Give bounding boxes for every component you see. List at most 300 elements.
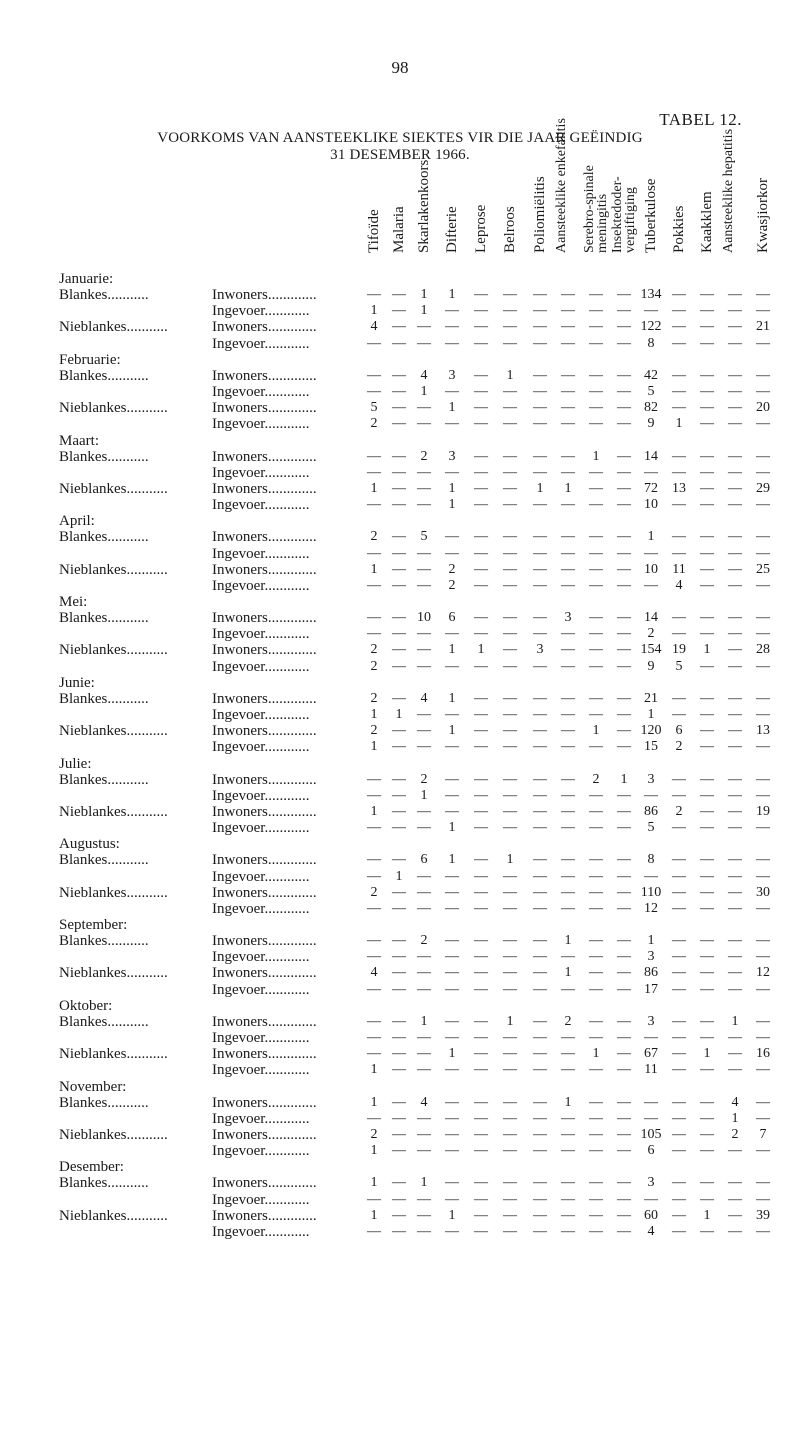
group-label: Nieblankes........... xyxy=(59,400,168,417)
table-cell: — xyxy=(503,497,517,513)
table-cell: — xyxy=(617,868,631,884)
table-cell: — xyxy=(561,803,575,819)
table-cell: 1 xyxy=(592,448,600,464)
table-cell: 2 xyxy=(675,739,683,755)
table-cell: — xyxy=(417,949,431,965)
column-header-label: Malaria xyxy=(391,206,407,253)
table-cell: — xyxy=(533,949,547,965)
table-cell: — xyxy=(561,400,575,416)
table-cell: — xyxy=(617,1030,631,1046)
table-cell: — xyxy=(756,981,770,997)
table-cell: — xyxy=(392,303,406,319)
table-cell: — xyxy=(728,1223,742,1239)
table-cell: — xyxy=(700,545,714,561)
table-cell: — xyxy=(756,1062,770,1078)
table-cell: — xyxy=(533,965,547,981)
table-cell: 2 xyxy=(370,658,378,674)
table-cell: — xyxy=(700,933,714,949)
table-cell: — xyxy=(589,1207,603,1223)
table-cell: — xyxy=(367,448,381,464)
table-cell: 9 xyxy=(647,416,655,432)
table-cell: — xyxy=(728,626,742,642)
table-cell: 1 xyxy=(448,287,456,303)
table-cell: 1 xyxy=(675,416,683,432)
table-cell: — xyxy=(561,658,575,674)
table-cell: — xyxy=(756,1191,770,1207)
table-cell: — xyxy=(672,707,686,723)
table-cell: — xyxy=(756,287,770,303)
table-cell: 5 xyxy=(420,529,428,545)
table-cell: — xyxy=(589,529,603,545)
table-cell: — xyxy=(561,1126,575,1142)
table-cell: — xyxy=(617,1013,631,1029)
table-cell: — xyxy=(728,610,742,626)
table-cell: — xyxy=(533,416,547,432)
table-cell: — xyxy=(700,480,714,496)
group-label: Blankes........... xyxy=(59,1013,149,1030)
table-cell: 2 xyxy=(370,1126,378,1142)
month-label: Julie: xyxy=(59,755,92,772)
table-cell: — xyxy=(589,1126,603,1142)
table-cell: — xyxy=(700,1143,714,1159)
table-cell: — xyxy=(561,367,575,383)
table-cell: 2 xyxy=(370,723,378,739)
table-cell: 1 xyxy=(370,739,378,755)
month-label: Januarie: xyxy=(59,271,114,287)
table-cell: 6 xyxy=(675,723,683,739)
table-cell: — xyxy=(756,626,770,642)
table-cell: 105 xyxy=(640,1126,662,1142)
table-cell: — xyxy=(700,1175,714,1191)
table-cell: 2 xyxy=(420,771,428,787)
page-number: 98 xyxy=(391,58,409,77)
table-cell: 2 xyxy=(731,1126,739,1142)
table-cell: — xyxy=(503,771,517,787)
table-cell: 28 xyxy=(756,642,770,658)
table-cell: — xyxy=(617,1175,631,1191)
table-cell: — xyxy=(617,1062,631,1078)
table-cell: — xyxy=(728,480,742,496)
table-cell: — xyxy=(561,723,575,739)
table-cell: — xyxy=(728,900,742,916)
table-cell: — xyxy=(503,1110,517,1126)
table-cell: — xyxy=(445,1223,459,1239)
table-cell: — xyxy=(392,287,406,303)
table-cell: — xyxy=(367,771,381,787)
table-cell: 2 xyxy=(647,626,655,642)
table-cell: — xyxy=(445,1143,459,1159)
table-cell: 1 xyxy=(420,384,428,400)
table-cell: — xyxy=(503,981,517,997)
table-cell: — xyxy=(561,900,575,916)
table-cell: — xyxy=(700,1110,714,1126)
row-type-label: Ingevoer............ xyxy=(212,626,310,643)
table-cell: — xyxy=(617,1191,631,1207)
group-label: Nieblankes........... xyxy=(59,642,168,659)
row-type-label: Inwoners............. xyxy=(212,1013,317,1030)
table-cell: — xyxy=(533,933,547,949)
table-cell: 4 xyxy=(647,1223,655,1239)
table-cell: — xyxy=(672,820,686,836)
table-cell: — xyxy=(417,416,431,432)
table-cell: 2 xyxy=(370,416,378,432)
table-cell: — xyxy=(728,561,742,577)
table-cell: — xyxy=(561,287,575,303)
row-type-label: Inwoners............. xyxy=(212,852,317,869)
column-header-10 xyxy=(643,178,659,254)
table-cell: — xyxy=(474,497,488,513)
table-cell: 1 xyxy=(448,1207,456,1223)
table-cell: 2 xyxy=(420,933,428,949)
table-cell: — xyxy=(700,1191,714,1207)
table-cell: — xyxy=(672,949,686,965)
table-cell: — xyxy=(617,545,631,561)
group-label: Blankes........... xyxy=(59,1094,149,1111)
month-label: Maart: xyxy=(59,432,99,449)
table-cell: — xyxy=(474,1207,488,1223)
table-cell: — xyxy=(533,561,547,577)
table-cell: — xyxy=(728,287,742,303)
table-cell: 122 xyxy=(640,319,662,335)
table-cell: — xyxy=(474,1223,488,1239)
table-cell: 3 xyxy=(448,367,456,383)
table-cell: — xyxy=(756,416,770,432)
table-cell: — xyxy=(672,1223,686,1239)
table-cell: 21 xyxy=(644,690,658,706)
table-cell: — xyxy=(392,319,406,335)
table-cell: — xyxy=(617,965,631,981)
table-cell: — xyxy=(728,803,742,819)
table-cell: — xyxy=(756,367,770,383)
table-cell: — xyxy=(644,303,658,319)
table-cell: 1 xyxy=(370,1062,378,1078)
table-cell: — xyxy=(617,723,631,739)
table-cell: — xyxy=(417,1110,431,1126)
group-label: Nieblankes........... xyxy=(59,1046,168,1063)
table-cell: — xyxy=(756,335,770,351)
group-label: Blankes........... xyxy=(59,287,149,304)
row-type-label: Ingevoer............ xyxy=(212,577,310,594)
table-cell: — xyxy=(367,367,381,383)
table-cell: — xyxy=(700,561,714,577)
table-cell: — xyxy=(533,852,547,868)
table-cell: — xyxy=(503,1223,517,1239)
table-cell: — xyxy=(503,448,517,464)
table-cell: — xyxy=(474,319,488,335)
table-cell: — xyxy=(561,1175,575,1191)
table-cell: — xyxy=(503,577,517,593)
table-cell: 5 xyxy=(675,658,683,674)
table-cell: — xyxy=(503,965,517,981)
table-cell: 2 xyxy=(564,1013,572,1029)
table-cell: — xyxy=(417,1062,431,1078)
table-cell: 13 xyxy=(756,723,770,739)
table-cell: — xyxy=(728,384,742,400)
table-cell: — xyxy=(392,803,406,819)
column-header-label: Pokkies xyxy=(671,205,687,253)
table-cell: — xyxy=(700,1062,714,1078)
table-cell: — xyxy=(672,787,686,803)
table-cell: — xyxy=(533,739,547,755)
table-cell: — xyxy=(672,884,686,900)
column-header-14 xyxy=(755,178,771,254)
table-cell: — xyxy=(445,1126,459,1142)
table-cell: 15 xyxy=(644,739,658,755)
table-cell: 1 xyxy=(370,1175,378,1191)
table-cell: — xyxy=(474,803,488,819)
table-cell: — xyxy=(617,1046,631,1062)
table-cell: 2 xyxy=(448,577,456,593)
row-type-label: Ingevoer............ xyxy=(212,949,310,966)
table-cell: — xyxy=(367,287,381,303)
table-cell: — xyxy=(561,384,575,400)
table-cell: — xyxy=(700,416,714,432)
table-cell: 120 xyxy=(640,723,662,739)
table-cell: — xyxy=(367,933,381,949)
table-cell: — xyxy=(474,900,488,916)
table-cell: — xyxy=(561,1191,575,1207)
table-cell: — xyxy=(474,933,488,949)
table-cell: — xyxy=(533,1046,547,1062)
table-cell: — xyxy=(589,400,603,416)
table-cell: — xyxy=(617,626,631,642)
column-header-13 xyxy=(721,128,736,254)
table-cell: 7 xyxy=(759,1126,767,1142)
table-cell: — xyxy=(533,658,547,674)
table-cell: 39 xyxy=(756,1207,770,1223)
table-cell: — xyxy=(672,545,686,561)
table-cell: — xyxy=(589,577,603,593)
table-cell: — xyxy=(367,464,381,480)
table-cell: — xyxy=(392,448,406,464)
table-cell: — xyxy=(417,820,431,836)
table-cell: — xyxy=(700,900,714,916)
table-cell: — xyxy=(474,561,488,577)
table-cell: — xyxy=(617,561,631,577)
table-cell: — xyxy=(533,1094,547,1110)
row-type-label: Ingevoer............ xyxy=(212,658,310,675)
month-label: Desember: xyxy=(59,1159,124,1176)
table-cell: — xyxy=(503,949,517,965)
table-cell: — xyxy=(700,707,714,723)
column-header-label: Kaakklem xyxy=(699,191,715,253)
table-cell: — xyxy=(533,787,547,803)
column-header-4 xyxy=(473,204,489,254)
table-cell: — xyxy=(589,852,603,868)
group-label: Nieblankes........... xyxy=(59,803,168,820)
table-cell: — xyxy=(367,1223,381,1239)
table-cell: — xyxy=(445,1030,459,1046)
table-cell: 1 xyxy=(395,707,403,723)
table-cell: 20 xyxy=(756,400,770,416)
table-cell: — xyxy=(445,626,459,642)
table-cell: — xyxy=(672,1030,686,1046)
table-cell: — xyxy=(392,497,406,513)
table-cell: — xyxy=(617,884,631,900)
table-cell: — xyxy=(533,723,547,739)
table-cell: 1 xyxy=(420,303,428,319)
table-cell: — xyxy=(503,545,517,561)
row-type-label: Ingevoer............ xyxy=(212,787,310,804)
table-cell: 5 xyxy=(370,400,378,416)
table-cell: 134 xyxy=(640,287,662,303)
table-cell: — xyxy=(503,1175,517,1191)
table-cell: 11 xyxy=(672,561,686,577)
table-cell: 1 xyxy=(564,965,572,981)
row-type-label: Inwoners............. xyxy=(212,561,317,578)
column-header-label: Tuberkulose xyxy=(643,178,659,253)
table-cell: — xyxy=(445,319,459,335)
table-cell: — xyxy=(367,626,381,642)
table-cell: — xyxy=(672,1191,686,1207)
table-cell: — xyxy=(445,933,459,949)
row-type-label: Ingevoer............ xyxy=(212,416,310,433)
column-header-5 xyxy=(502,206,518,254)
table-cell: — xyxy=(445,949,459,965)
table-cell: — xyxy=(417,1207,431,1223)
table-cell: — xyxy=(417,1046,431,1062)
column-header-label: Poliomiëlitis xyxy=(532,176,548,253)
column-header-label: Leprose xyxy=(473,204,489,253)
table-cell: — xyxy=(700,400,714,416)
table-cell: 3 xyxy=(564,610,572,626)
table-cell: — xyxy=(533,820,547,836)
table-cell: 14 xyxy=(644,610,658,626)
table-cell: — xyxy=(756,1143,770,1159)
table-cell: — xyxy=(672,626,686,642)
table-cell: — xyxy=(445,900,459,916)
row-type-label: Inwoners............. xyxy=(212,1207,317,1224)
table-cell: — xyxy=(756,448,770,464)
table-cell: — xyxy=(728,933,742,949)
table-cell: — xyxy=(503,610,517,626)
table-cell: — xyxy=(392,545,406,561)
table-cell: — xyxy=(474,1175,488,1191)
table-cell: — xyxy=(644,1191,658,1207)
table-cell: — xyxy=(561,561,575,577)
month-label: Junie: xyxy=(59,674,95,691)
table-cell: — xyxy=(589,287,603,303)
table-cell: — xyxy=(589,1191,603,1207)
table-cell: — xyxy=(589,626,603,642)
table-cell: — xyxy=(589,739,603,755)
table-cell: — xyxy=(700,367,714,383)
group-label: Blankes........... xyxy=(59,529,149,546)
column-header-12 xyxy=(699,191,715,254)
row-type-label: Ingevoer............ xyxy=(212,739,310,756)
table-cell: 82 xyxy=(644,400,658,416)
table-cell: — xyxy=(617,384,631,400)
row-type-label: Inwoners............. xyxy=(212,884,317,901)
table-cell: — xyxy=(474,1126,488,1142)
table-cell: — xyxy=(672,1207,686,1223)
table-cell: — xyxy=(700,497,714,513)
table-cell: — xyxy=(756,464,770,480)
table-cell: — xyxy=(503,1143,517,1159)
table-cell: — xyxy=(392,416,406,432)
table-cell: 1 xyxy=(448,723,456,739)
table-cell: 5 xyxy=(647,820,655,836)
table-cell: — xyxy=(617,416,631,432)
table-cell: — xyxy=(617,367,631,383)
table-cell: — xyxy=(392,965,406,981)
row-type-label: Inwoners............. xyxy=(212,1175,317,1192)
group-label: Blankes........... xyxy=(59,367,149,384)
table-cell: 16 xyxy=(756,1046,770,1062)
table-cell: — xyxy=(367,787,381,803)
table-cell: — xyxy=(672,335,686,351)
table-cell: — xyxy=(672,900,686,916)
table-cell: — xyxy=(617,1126,631,1142)
table-cell: 1 xyxy=(592,723,600,739)
table-cell: — xyxy=(474,868,488,884)
table-cell: 6 xyxy=(448,610,456,626)
table-cell: — xyxy=(392,739,406,755)
table-cell: — xyxy=(644,787,658,803)
table-cell: 1 xyxy=(370,480,378,496)
table-cell: — xyxy=(672,367,686,383)
table-cell: — xyxy=(533,884,547,900)
table-cell: — xyxy=(392,1191,406,1207)
table-cell: — xyxy=(644,464,658,480)
table-cell: — xyxy=(756,690,770,706)
table-cell: — xyxy=(728,1191,742,1207)
table-cell: — xyxy=(644,577,658,593)
month-label: November: xyxy=(59,1078,127,1095)
table-cell: — xyxy=(589,335,603,351)
table-cell: — xyxy=(392,933,406,949)
table-cell: — xyxy=(445,384,459,400)
table-cell: 72 xyxy=(644,480,658,496)
table-cell: 1 xyxy=(448,480,456,496)
table-cell: — xyxy=(589,803,603,819)
table-cell: — xyxy=(700,335,714,351)
table-cell: — xyxy=(533,626,547,642)
table-cell: — xyxy=(644,1110,658,1126)
table-cell: — xyxy=(561,868,575,884)
table-cell: — xyxy=(700,787,714,803)
table-cell: 1 xyxy=(448,820,456,836)
row-type-label: Inwoners............. xyxy=(212,319,317,336)
table-cell: — xyxy=(533,1175,547,1191)
table-cell: — xyxy=(728,884,742,900)
table-cell: 30 xyxy=(756,884,770,900)
table-cell: — xyxy=(561,981,575,997)
table-cell: — xyxy=(474,965,488,981)
row-type-label: Inwoners............. xyxy=(212,287,317,304)
table-cell: — xyxy=(533,1126,547,1142)
table-cell: — xyxy=(700,577,714,593)
group-label: Nieblankes........... xyxy=(59,319,168,336)
table-cell: 1 xyxy=(420,1175,428,1191)
table-cell: — xyxy=(561,707,575,723)
table-cell: — xyxy=(392,820,406,836)
table-cell: — xyxy=(561,448,575,464)
table-cell: — xyxy=(533,981,547,997)
table-cell: — xyxy=(756,852,770,868)
row-type-label: Ingevoer............ xyxy=(212,497,310,514)
table-cell: — xyxy=(417,658,431,674)
group-label: Nieblankes........... xyxy=(59,1126,168,1143)
row-type-label: Ingevoer............ xyxy=(212,981,310,998)
table-cell: — xyxy=(503,529,517,545)
table-cell: — xyxy=(672,933,686,949)
table-cell: — xyxy=(672,1110,686,1126)
table-cell: — xyxy=(474,981,488,997)
table-cell: — xyxy=(474,367,488,383)
table-cell: 29 xyxy=(756,480,770,496)
table-cell: — xyxy=(533,610,547,626)
